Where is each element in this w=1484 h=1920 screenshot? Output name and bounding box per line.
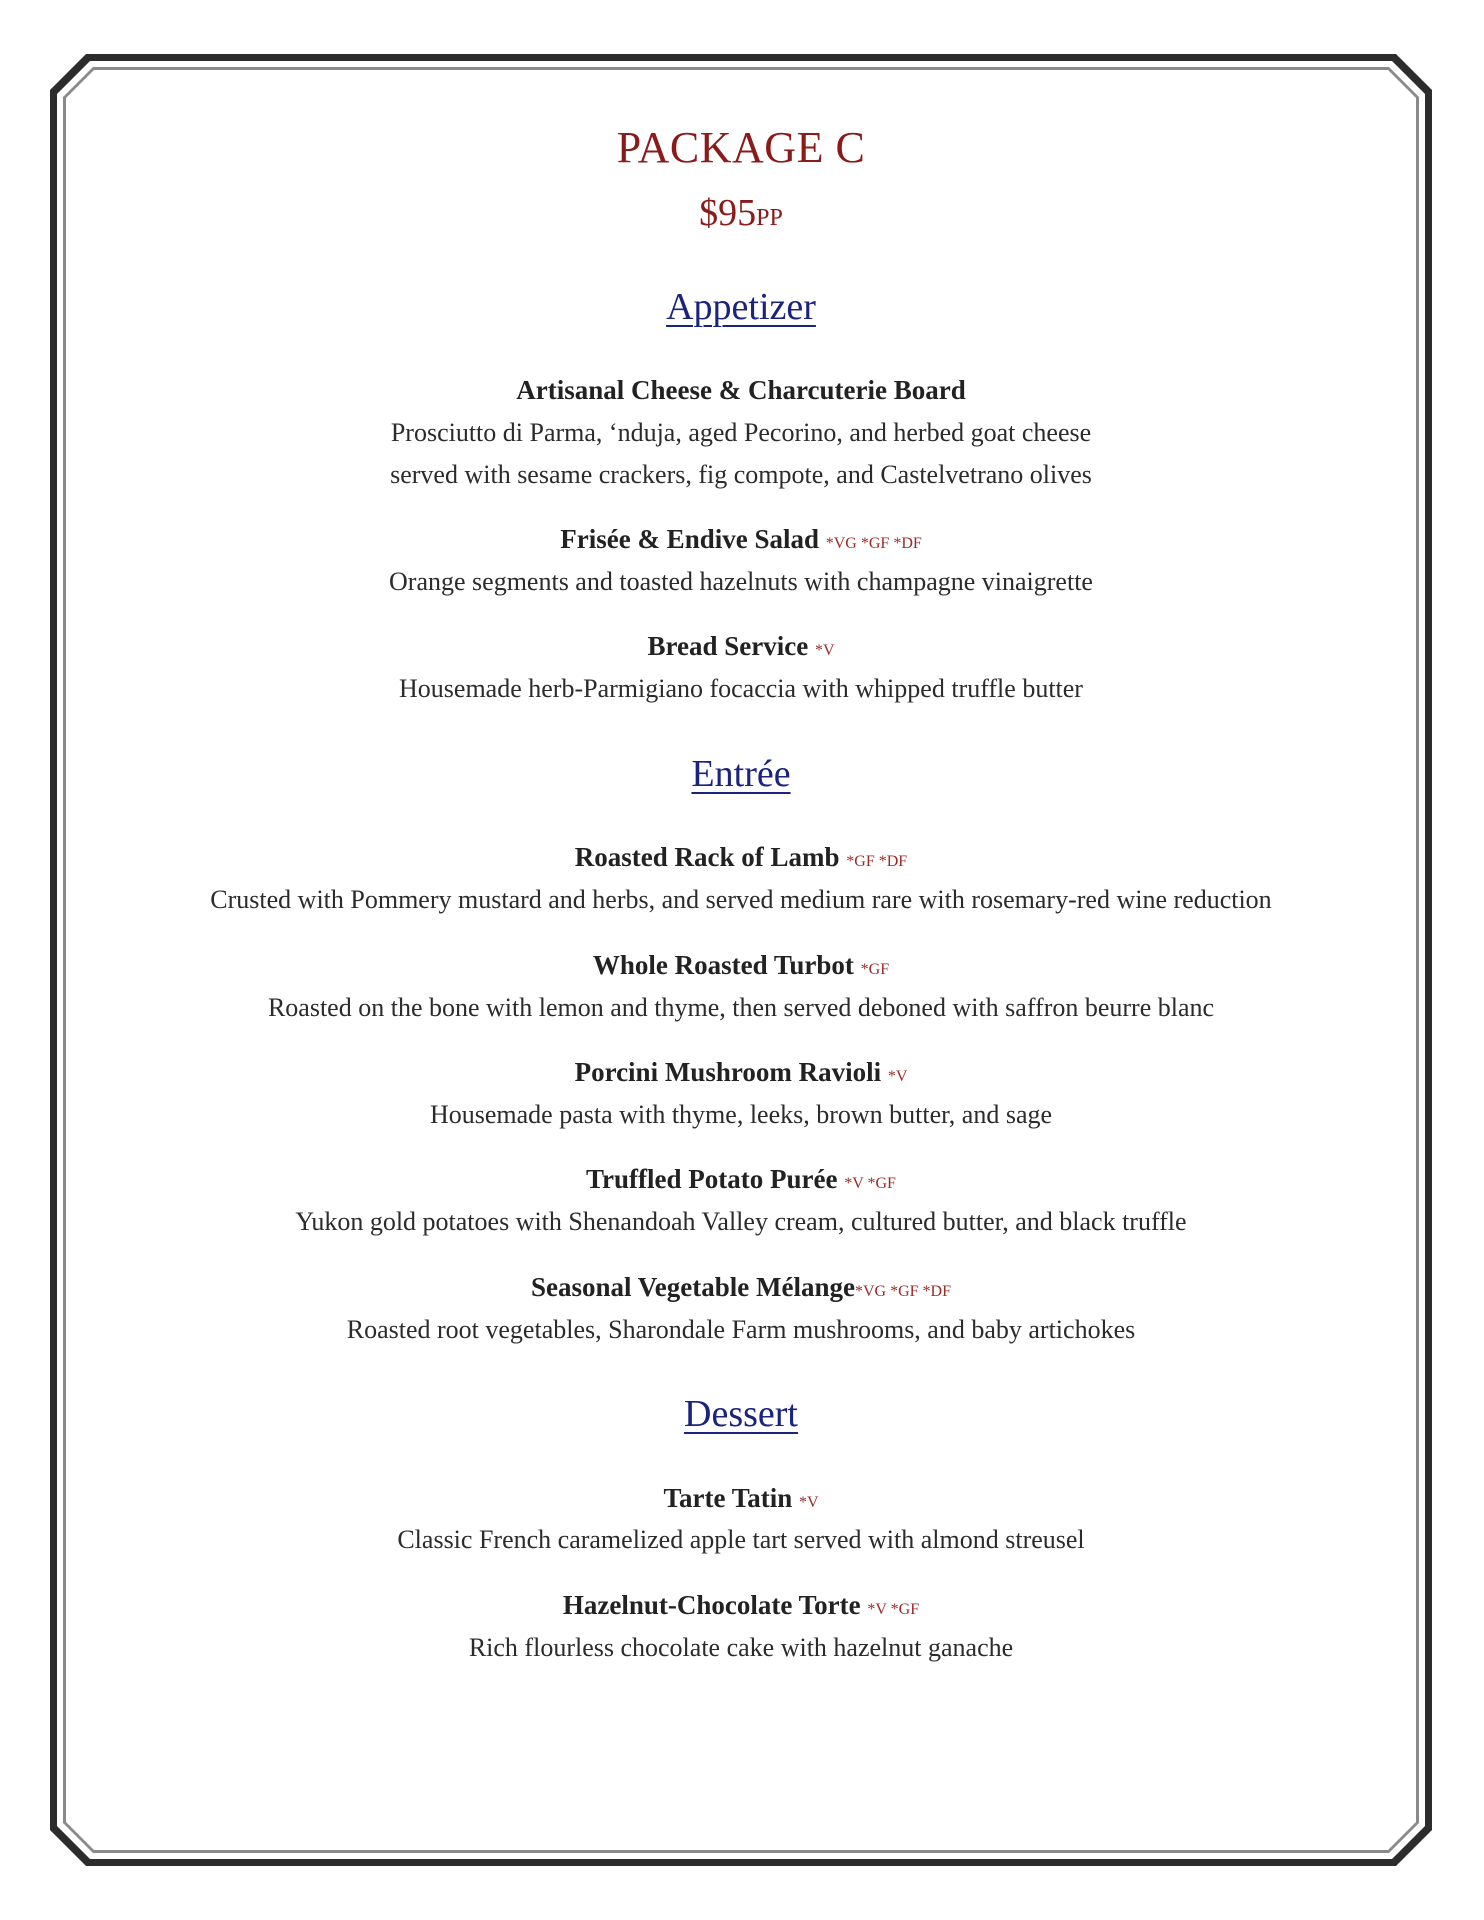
price-unit: PP [756,204,783,231]
dietary-tags: *V [798,1493,819,1511]
section-heading-dessert: Dessert [684,1393,798,1436]
item-name: Bread Service *V [647,631,835,662]
item-name: Tarte Tatin *V [663,1482,819,1513]
dietary-tags: *V [887,1068,908,1086]
menu-item [66,1163,1416,1242]
item-description: Yukon gold potatoes with Shenandoah Valley cream, cultured butter, and black truffle [295,1207,1187,1237]
dietary-tags: *V *GF [844,1175,896,1193]
item-name: Seasonal Vegetable Mélange*VG *GF *DF [530,1271,951,1302]
item-description: Orange segments and toasted hazelnuts with champagne vinaigrette [389,566,1093,596]
menu-item [66,841,1416,920]
dietary-tags: *VG *GF *DF [854,1282,951,1300]
item-description: Rich flourless chocolate cake with hazelnut ganache [468,1632,1014,1662]
menu-item [66,1056,1416,1135]
item-description: Roasted on the bone with lemon and thyme, then served deboned with saffron beurre blanc [267,992,1215,1022]
item-description: Housemade herb-Parmigiano focaccia with whipped truffle butter [399,674,1083,704]
menu-item [66,1482,1416,1561]
dietary-tags: *GF [860,960,890,978]
item-name: Artisanal Cheese & Charcuterie Board [516,375,966,406]
item-description: Roasted root vegetables, Sharondale Farm mushrooms, and baby artichokes [346,1314,1136,1344]
dietary-tags: *VG *GF *DF [825,535,922,553]
item-name: Porcini Mushroom Ravioli *V [574,1057,908,1088]
menu-item [66,374,1416,495]
item-name: Hazelnut-Chocolate Torte *V *GF [562,1590,920,1621]
item-name: Whole Roasted Turbot *GF [592,949,890,980]
section-heading-appetizer: Appetizer [666,285,816,328]
item-name: Truffled Potato Purée *V *GF [586,1164,896,1195]
menu-content [66,70,1416,1668]
item-description: Classic French caramelized apple tart served with almond streusel [397,1525,1085,1555]
menu-item [66,949,1416,1028]
section-heading-entree: Entrée [691,752,791,795]
item-description: Housemade pasta with thyme, leeks, brown butter, and sage [429,1099,1053,1129]
menu-item [66,630,1416,709]
menu-item [66,1271,1416,1350]
dietary-tags: *GF *DF [846,853,908,871]
package-title: PACKAGE C [616,123,866,172]
item-name: Roasted Rack of Lamb *GF *DF [574,842,908,873]
item-description: Crusted with Pommery mustard and herbs, and served medium rare with rosemary-red wine reduction [210,885,1272,915]
menu-item [66,523,1416,602]
item-name: Frisée & Endive Salad *VG *GF *DF [560,524,922,555]
menu-item [66,1589,1416,1668]
dietary-tags: *V *GF [867,1601,920,1619]
dietary-tags: *V [814,642,835,660]
item-description: Prosciutto di Parma, ‘nduja, aged Pecorino, and herbed goat cheese served with sesame crackers, fig compote, and Castelvetrano olives [390,417,1092,489]
package-price [66,193,1416,235]
price-amount: $95 [699,191,757,234]
